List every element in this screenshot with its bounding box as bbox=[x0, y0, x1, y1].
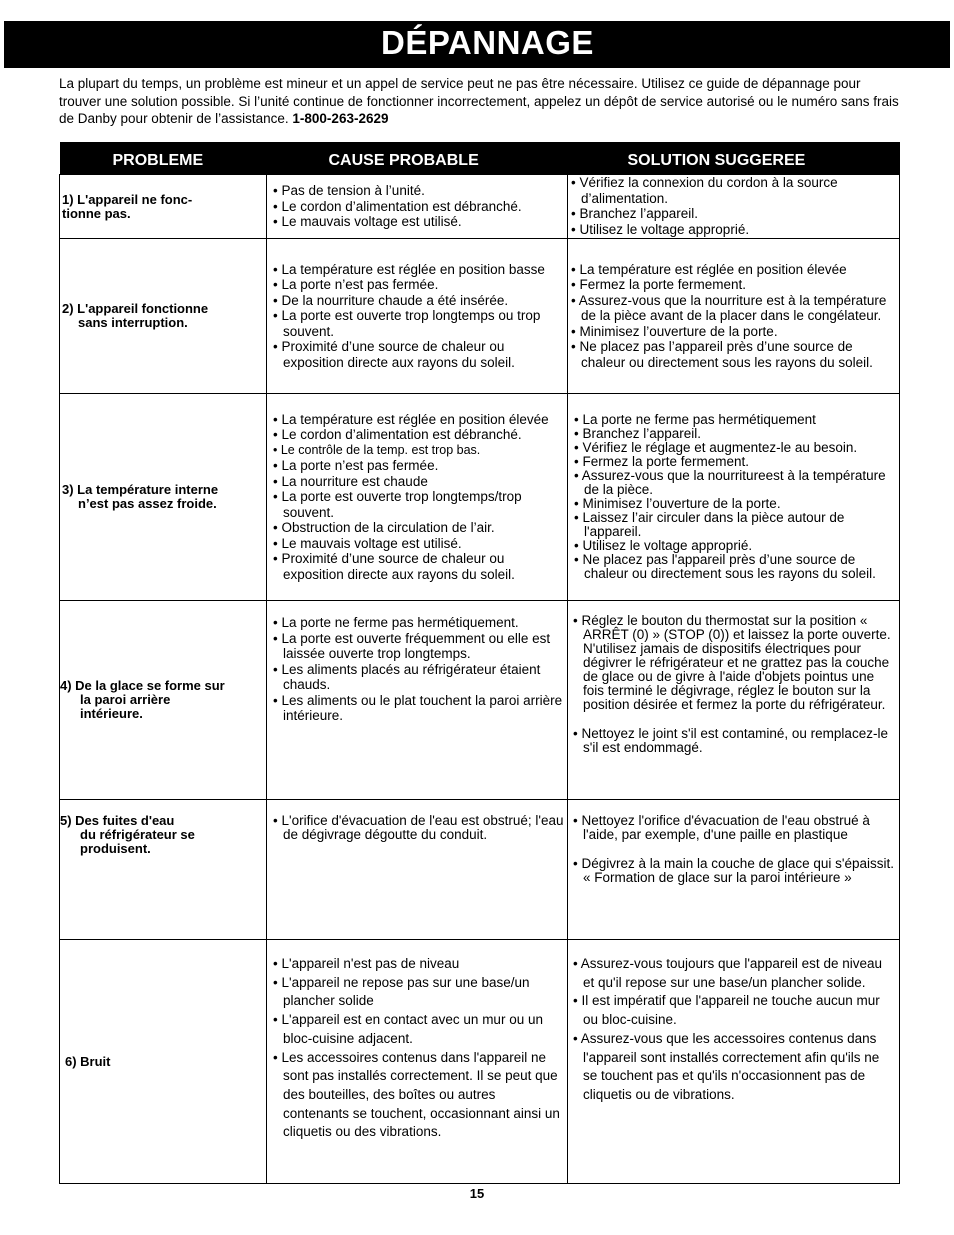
solution-item: • Minimisez l’ouverture de la porte. bbox=[574, 497, 896, 511]
problem-text: du réfrigérateur se bbox=[80, 827, 195, 842]
cause-item: • L'appareil est en contact avec un mur ou un bloc-cuisine adjacent. bbox=[273, 1011, 564, 1048]
problem-text: 3) La température interne bbox=[62, 482, 219, 497]
problem-cell bbox=[60, 940, 267, 1184]
cause-item: • Proximité d’une source de chaleur ou exposition directe aux rayons du soleil. bbox=[273, 339, 564, 370]
solution-item: • Ne placez pas l’appareil près d’une source de chaleur ou directement sous les rayons du soleil. bbox=[571, 339, 896, 370]
solution-item: • Réglez le bouton du thermostat sur la position « ARRÊT (0) » (STOP (0)) et laissez la porte ouverte. N'utilisez jamais de dispositifs électriques pour dégivrer le réfrigérateur et ne grattez pas la couche de glace ou de givre à l'aide d'objets pointus une fois terminé le dégivrage, réglez le bouton sur la position désirée et fermez la porte du réfrigérateur. bbox=[573, 614, 896, 712]
table-row bbox=[60, 239, 900, 394]
page-title: DÉPANNAGE bbox=[381, 24, 594, 61]
table-row bbox=[60, 175, 900, 239]
cause-item: • Pas de tension à l’unité. bbox=[273, 183, 564, 199]
solution-item: • Utilisez le voltage approprié. bbox=[574, 539, 896, 553]
problem-text: sans interruption. bbox=[78, 315, 188, 330]
problem-cell bbox=[60, 601, 267, 800]
problem-text: produisent. bbox=[80, 841, 151, 856]
phone-number: 1-800-263-2629 bbox=[292, 111, 389, 126]
cause-item: • La température est réglée en position basse bbox=[273, 262, 564, 278]
solution-cell bbox=[568, 394, 900, 601]
cause-cell bbox=[267, 601, 568, 800]
solution-item: • Dégivrez à la main la couche de glace qui s'épaissit. « Formation de glace sur la paroi intérieure » bbox=[573, 857, 896, 885]
solution-item: • Branchez l’appareil. bbox=[574, 427, 896, 441]
problem-text: 4) De la glace se forme sur bbox=[60, 678, 225, 693]
problem-text: la paroi arrière bbox=[80, 692, 171, 707]
cause-item: • Le mauvais voltage est utilisé. bbox=[273, 214, 564, 230]
cause-item: • Obstruction de la circulation de l’air. bbox=[273, 520, 564, 536]
solution-item: • Assurez-vous que la nourriture est à la température de la pièce avant de la placer dans le congélateur. bbox=[571, 293, 896, 324]
table-row bbox=[60, 800, 900, 940]
header-problem: PROBLEME bbox=[60, 142, 267, 175]
cause-cell bbox=[267, 800, 568, 940]
solution-cell bbox=[568, 601, 900, 800]
solution-cell bbox=[568, 940, 900, 1184]
solution-item: • Utilisez le voltage approprié. bbox=[571, 222, 896, 238]
solution-item: • Assurez-vous toujours que l'appareil est de niveau et qu'il repose sur une base/un plancher solide. bbox=[573, 955, 896, 992]
cause-item: • La température est réglée en position élevée bbox=[273, 412, 564, 428]
cause-item: • La porte est ouverte trop longtemps/trop souvent. bbox=[273, 489, 564, 520]
solution-item: • Ne placez pas l'appareil près d’une source de chaleur ou directement sous les rayons du soleil. bbox=[574, 553, 896, 581]
cause-cell bbox=[267, 940, 568, 1184]
header-cause: CAUSE PROBABLE bbox=[267, 142, 568, 175]
problem-text: n’est pas assez froide. bbox=[78, 496, 217, 511]
problem-cell bbox=[60, 800, 267, 940]
table-header-row bbox=[60, 142, 900, 175]
solution-item: • La porte ne ferme pas hermétiquement bbox=[574, 413, 896, 427]
solution-item: • Assurez-vous que les accessoires contenus dans l'appareil sont installés correctement afin qu'ils ne se touchent pas et qu'ils n'occasionnent pas de cliquetis ou de vibrations. bbox=[573, 1030, 896, 1105]
solution-item: • Minimisez l’ouverture de la porte. bbox=[571, 324, 896, 340]
cause-cell bbox=[267, 394, 568, 601]
cause-item: • La porte n’est pas fermée. bbox=[273, 277, 564, 293]
cause-item: • Le cordon d’alimentation est débranché. bbox=[273, 427, 564, 443]
cause-item: • La porte est ouverte fréquemment ou elle est laissée ouverte trop longtemps. bbox=[273, 631, 564, 662]
solution-cell bbox=[568, 175, 900, 239]
cause-item: • Les accessoires contenus dans l'appareil ne sont pas installés correctement. Il se peut que des bouteilles, des boîtes ou autres contenants se touchent, occasionnant ainsi un cliquetis ou des vibrations. bbox=[273, 1049, 564, 1143]
solution-item: • Nettoyez l'orifice d'évacuation de l'eau obstrué à l'aide, par exemple, d'une paille en plastique bbox=[573, 814, 896, 842]
problem-cell bbox=[60, 175, 267, 239]
cause-item: • Le contrôle de la temp. est trop bas. bbox=[273, 443, 564, 459]
cause-item: • La porte n’est pas fermée. bbox=[273, 458, 564, 474]
solution-item: • Vérifiez la connexion du cordon à la source d’alimentation. bbox=[571, 175, 896, 206]
solution-item: • Laissez l’air circuler dans la pièce autour de l'appareil. bbox=[574, 511, 896, 539]
cause-item: • Proximité d’une source de chaleur ou exposition directe aux rayons du soleil. bbox=[273, 551, 564, 582]
cause-item: • La nourriture est chaude bbox=[273, 474, 564, 490]
problem-text: 6) Bruit bbox=[65, 1053, 111, 1069]
solution-cell bbox=[568, 239, 900, 394]
problem-text: 2) L'appareil fonctionne bbox=[62, 301, 209, 316]
cause-cell bbox=[267, 239, 568, 394]
cause-item: • L'orifice d'évacuation de l'eau est obstrué; l'eau de dégivrage dégoutte du conduit. bbox=[273, 814, 564, 842]
cause-item: • De la nourriture chaude a été insérée. bbox=[273, 293, 564, 309]
cause-item: • Les aliments ou le plat touchent la paroi arrière intérieure. bbox=[273, 693, 564, 724]
page-number: 15 bbox=[469, 1186, 485, 1201]
intro-paragraph bbox=[59, 75, 899, 128]
solution-item: • Vérifiez le réglage et augmentez-le au besoin. bbox=[574, 441, 896, 455]
problem-text: 1) L'appareil ne fonc- bbox=[62, 191, 193, 207]
solution-item: • La température est réglée en position élevée bbox=[571, 262, 896, 278]
header-solution: SOLUTION SUGGEREE bbox=[568, 142, 900, 175]
solution-cell bbox=[568, 800, 900, 940]
cause-cell bbox=[267, 175, 568, 239]
troubleshooting-table bbox=[59, 142, 900, 1184]
title-bar bbox=[4, 21, 950, 68]
solution-item: • Il est impératif que l'appareil ne touche aucun mur ou bloc-cuisine. bbox=[573, 992, 896, 1029]
cause-item: • Le mauvais voltage est utilisé. bbox=[273, 536, 564, 552]
intro-text: La plupart du temps, un problème est mineur et un appel de service peut ne pas être nécessaire. Utilisez ce guide de dépannage pour trouver une solution possible. Si l’unité continue de fonctionner incorrectement, appelez un dépôt de service autorisé ou le numéro sans frais de Danby pour obtenir de l’assistance. bbox=[59, 76, 899, 126]
cause-item: • La porte est ouverte trop longtemps ou trop souvent. bbox=[273, 308, 564, 339]
solution-item: • Fermez la porte fermement. bbox=[571, 277, 896, 293]
cause-item: • Les aliments placés au réfrigérateur étaient chauds. bbox=[273, 662, 564, 693]
cause-item: • L'appareil ne repose pas sur une base/un plancher solide bbox=[273, 974, 564, 1011]
solution-item: • Branchez l’appareil. bbox=[571, 206, 896, 222]
cause-item: • La porte ne ferme pas hermétiquement. bbox=[273, 615, 564, 631]
cause-item: • L'appareil n'est pas de niveau bbox=[273, 955, 564, 974]
solution-item: • Nettoyez le joint s'il est contaminé, ou remplacez-le s'il est endommagé. bbox=[573, 727, 896, 755]
problem-cell bbox=[60, 394, 267, 601]
problem-text: 5) Des fuites d'eau bbox=[60, 813, 175, 828]
problem-text: intérieure. bbox=[80, 706, 143, 721]
table-row bbox=[60, 940, 900, 1184]
solution-item: • Fermez la porte fermement. bbox=[574, 455, 896, 469]
solution-item: • Assurez-vous que la nourritureest à la température de la pièce. bbox=[574, 469, 896, 497]
cause-item: • Le cordon d’alimentation est débranché. bbox=[273, 199, 564, 215]
table-row bbox=[60, 394, 900, 601]
table-row bbox=[60, 601, 900, 800]
problem-cell bbox=[60, 239, 267, 394]
problem-text: tionne pas. bbox=[62, 205, 131, 221]
